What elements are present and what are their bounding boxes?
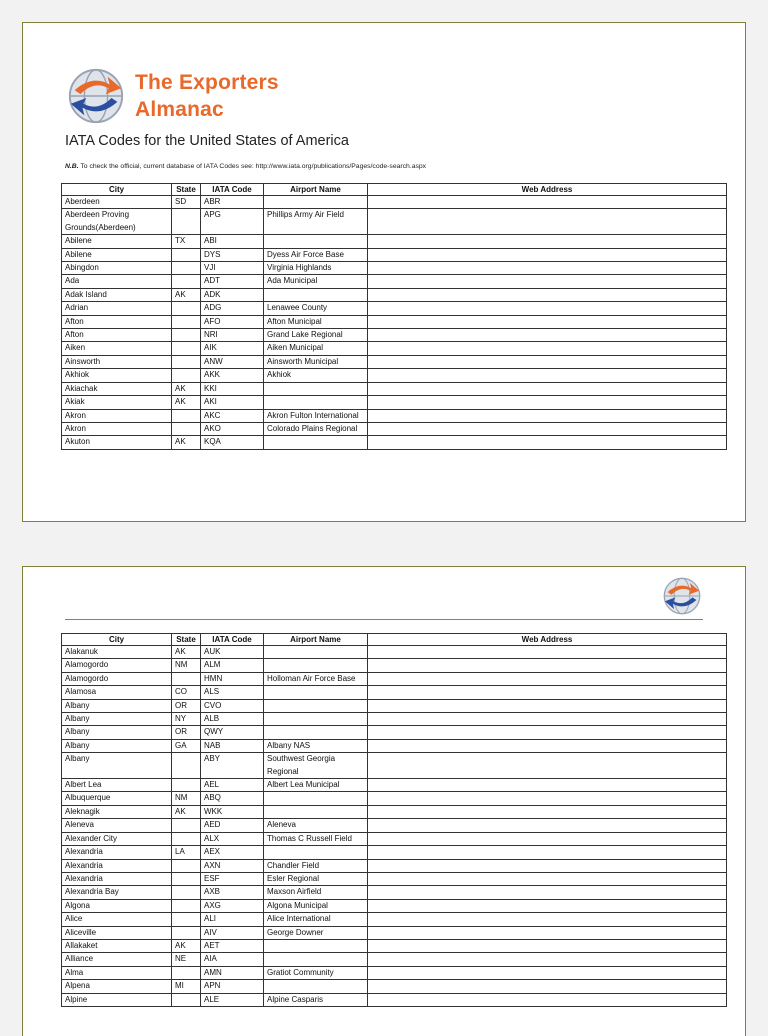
- state-cell: NM: [172, 659, 201, 672]
- state-cell: [172, 355, 201, 368]
- airport-name-cell: [264, 792, 368, 805]
- web-address-cell: [368, 275, 727, 288]
- airport-name-cell: [264, 659, 368, 672]
- city-cell: Alexander City: [62, 832, 172, 845]
- airport-name-cell: Albert Lea Municipal: [264, 779, 368, 792]
- airport-name-cell: [264, 196, 368, 209]
- web-address-cell: [368, 872, 727, 885]
- brand-line-2: Almanac: [135, 98, 224, 121]
- iata-code-cell: ABR: [201, 196, 264, 209]
- web-address-cell: [368, 646, 727, 659]
- city-cell: Albert Lea: [62, 779, 172, 792]
- web-address-cell: [368, 262, 727, 275]
- table-row: [62, 859, 727, 872]
- city-cell: Aleknagik: [62, 805, 172, 818]
- city-cell: Adrian: [62, 302, 172, 315]
- state-cell: MI: [172, 980, 201, 993]
- state-cell: [172, 859, 201, 872]
- web-address-cell: [368, 846, 727, 859]
- city-cell: Albany: [62, 753, 172, 779]
- iata-code-cell: AXB: [201, 886, 264, 899]
- city-cell: Albuquerque: [62, 792, 172, 805]
- iata-code-cell: ADG: [201, 302, 264, 315]
- airport-name-cell: Akhiok: [264, 369, 368, 382]
- state-cell: [172, 315, 201, 328]
- iata-code-cell: AKO: [201, 422, 264, 435]
- state-cell: [172, 819, 201, 832]
- column-header-city: City: [62, 634, 172, 646]
- table-row: [62, 792, 727, 805]
- iata-code-cell: AUK: [201, 646, 264, 659]
- column-header-airport-name: Airport Name: [264, 634, 368, 646]
- iata-code-cell: AXG: [201, 899, 264, 912]
- state-cell: [172, 993, 201, 1006]
- iata-table-page-2: [61, 633, 727, 1007]
- web-address-cell: [368, 436, 727, 449]
- city-cell: Alpena: [62, 980, 172, 993]
- airport-name-cell: Ada Municipal: [264, 275, 368, 288]
- web-address-cell: [368, 980, 727, 993]
- table-row: [62, 288, 727, 301]
- web-address-cell: [368, 993, 727, 1006]
- table-row: [62, 993, 727, 1006]
- airport-name-cell: Gratiot Community: [264, 966, 368, 979]
- web-address-cell: [368, 288, 727, 301]
- iata-code-cell: AKC: [201, 409, 264, 422]
- web-address-cell: [368, 699, 727, 712]
- city-cell: Aberdeen: [62, 196, 172, 209]
- web-address-cell: [368, 779, 727, 792]
- table-row: [62, 980, 727, 993]
- airport-name-cell: Dyess Air Force Base: [264, 248, 368, 261]
- web-address-cell: [368, 739, 727, 752]
- airport-name-cell: Aiken Municipal: [264, 342, 368, 355]
- city-cell: Alamogordo: [62, 672, 172, 685]
- iata-code-cell: ALS: [201, 686, 264, 699]
- airport-name-cell: Algona Municipal: [264, 899, 368, 912]
- brand-name: [135, 69, 279, 123]
- iata-code-cell: NAB: [201, 739, 264, 752]
- state-cell: AK: [172, 939, 201, 952]
- table-header: [62, 634, 727, 646]
- table-row: [62, 329, 727, 342]
- table-row: [62, 659, 727, 672]
- state-cell: [172, 913, 201, 926]
- iata-code-cell: AKK: [201, 369, 264, 382]
- iata-code-cell: WKK: [201, 805, 264, 818]
- web-address-cell: [368, 913, 727, 926]
- iata-code-cell: AEL: [201, 779, 264, 792]
- city-cell: Alice: [62, 913, 172, 926]
- city-cell: Aiken: [62, 342, 172, 355]
- web-address-cell: [368, 899, 727, 912]
- header-divider: [65, 619, 703, 620]
- column-header-city: City: [62, 184, 172, 196]
- city-cell: Abingdon: [62, 262, 172, 275]
- column-header-web-address: Web Address: [368, 634, 727, 646]
- iata-code-cell: ESF: [201, 872, 264, 885]
- web-address-cell: [368, 409, 727, 422]
- document-title: IATA Codes for the United States of America: [65, 133, 349, 149]
- airport-name-cell: [264, 980, 368, 993]
- web-address-cell: [368, 369, 727, 382]
- state-cell: NY: [172, 713, 201, 726]
- state-cell: SD: [172, 196, 201, 209]
- table-header: [62, 184, 727, 196]
- table-row: [62, 953, 727, 966]
- web-address-cell: [368, 422, 727, 435]
- web-address-cell: [368, 382, 727, 395]
- web-address-cell: [368, 805, 727, 818]
- table-row: [62, 315, 727, 328]
- iata-code-cell: AFO: [201, 315, 264, 328]
- iata-code-cell: ALM: [201, 659, 264, 672]
- airport-name-cell: Thomas C Russell Field: [264, 832, 368, 845]
- table-row: [62, 753, 727, 779]
- iata-code-cell: ABQ: [201, 792, 264, 805]
- table-row: [62, 342, 727, 355]
- table-row: [62, 713, 727, 726]
- table-row: [62, 819, 727, 832]
- airport-name-cell: [264, 686, 368, 699]
- airport-name-cell: Ainsworth Municipal: [264, 355, 368, 368]
- city-cell: Aliceville: [62, 926, 172, 939]
- city-cell: Albany: [62, 726, 172, 739]
- airport-name-cell: Esler Regional: [264, 872, 368, 885]
- table-row: [62, 396, 727, 409]
- iata-code-cell: DYS: [201, 248, 264, 261]
- table-row: [62, 422, 727, 435]
- iata-code-cell: ALI: [201, 913, 264, 926]
- web-address-cell: [368, 659, 727, 672]
- state-cell: [172, 275, 201, 288]
- iata-code-cell: ALE: [201, 993, 264, 1006]
- airport-name-cell: [264, 805, 368, 818]
- document-page-1: [22, 22, 746, 522]
- airport-name-cell: Afton Municipal: [264, 315, 368, 328]
- iata-code-cell: ANW: [201, 355, 264, 368]
- state-cell: AK: [172, 436, 201, 449]
- iata-code-cell: APG: [201, 209, 264, 235]
- state-cell: OR: [172, 699, 201, 712]
- state-cell: [172, 926, 201, 939]
- city-cell: Alexandria: [62, 872, 172, 885]
- airport-name-cell: Colorado Plains Regional: [264, 422, 368, 435]
- airport-name-cell: Chandler Field: [264, 859, 368, 872]
- state-cell: [172, 753, 201, 779]
- table-row: [62, 939, 727, 952]
- airport-name-cell: [264, 846, 368, 859]
- web-address-cell: [368, 859, 727, 872]
- state-cell: AK: [172, 805, 201, 818]
- city-cell: Abilene: [62, 248, 172, 261]
- state-cell: [172, 832, 201, 845]
- iata-code-cell: ABY: [201, 753, 264, 779]
- globe-arrows-icon: [661, 575, 703, 617]
- web-address-cell: [368, 209, 727, 235]
- state-cell: [172, 872, 201, 885]
- state-cell: NM: [172, 792, 201, 805]
- airport-name-cell: [264, 436, 368, 449]
- iata-code-cell: AIV: [201, 926, 264, 939]
- state-cell: [172, 329, 201, 342]
- iata-code-cell: AIA: [201, 953, 264, 966]
- iata-code-cell: NRI: [201, 329, 264, 342]
- state-cell: [172, 899, 201, 912]
- airport-name-cell: Akron Fulton International: [264, 409, 368, 422]
- city-cell: Allakaket: [62, 939, 172, 952]
- table-row: [62, 369, 727, 382]
- iata-code-cell: AXN: [201, 859, 264, 872]
- table-row: [62, 409, 727, 422]
- city-cell: Aleneva: [62, 819, 172, 832]
- column-header-state: State: [172, 634, 201, 646]
- table-row: [62, 913, 727, 926]
- table-body: [62, 196, 727, 450]
- city-cell: Ainsworth: [62, 355, 172, 368]
- airport-name-cell: [264, 382, 368, 395]
- iata-code-cell: AEX: [201, 846, 264, 859]
- web-address-cell: [368, 926, 727, 939]
- table-row: [62, 846, 727, 859]
- table-row: [62, 646, 727, 659]
- airport-name-cell: Lenawee County: [264, 302, 368, 315]
- state-cell: [172, 248, 201, 261]
- table-row: [62, 686, 727, 699]
- brand-line-1: The Exporters: [135, 71, 279, 94]
- column-header-airport-name: Airport Name: [264, 184, 368, 196]
- iata-code-cell: VJI: [201, 262, 264, 275]
- web-address-cell: [368, 886, 727, 899]
- city-cell: Akuton: [62, 436, 172, 449]
- brand-logo: [65, 65, 279, 127]
- table-row: [62, 262, 727, 275]
- web-address-cell: [368, 819, 727, 832]
- state-cell: AK: [172, 396, 201, 409]
- table-row: [62, 886, 727, 899]
- note: [65, 163, 426, 170]
- city-cell: Albany: [62, 699, 172, 712]
- table-row: [62, 355, 727, 368]
- table-row: [62, 899, 727, 912]
- city-cell: Alliance: [62, 953, 172, 966]
- airport-name-cell: [264, 646, 368, 659]
- table-row: [62, 779, 727, 792]
- airport-name-cell: Alice International: [264, 913, 368, 926]
- web-address-cell: [368, 753, 727, 779]
- iata-code-cell: AIK: [201, 342, 264, 355]
- table-row: [62, 832, 727, 845]
- state-cell: [172, 342, 201, 355]
- city-cell: Ada: [62, 275, 172, 288]
- web-address-cell: [368, 315, 727, 328]
- table-row: [62, 275, 727, 288]
- state-cell: AK: [172, 288, 201, 301]
- iata-code-cell: KQA: [201, 436, 264, 449]
- city-cell: Abilene: [62, 235, 172, 248]
- column-header-iata-code: IATA Code: [201, 184, 264, 196]
- airport-name-cell: [264, 235, 368, 248]
- city-cell: Alamosa: [62, 686, 172, 699]
- city-cell: Albany: [62, 739, 172, 752]
- web-address-cell: [368, 248, 727, 261]
- note-text: To check the official, current database of IATA Codes see: http://www.iata.org/publications/Pages/code-search.aspx: [78, 163, 427, 170]
- city-cell: Alexandria: [62, 859, 172, 872]
- web-address-cell: [368, 953, 727, 966]
- table-row: [62, 805, 727, 818]
- table-row: [62, 196, 727, 209]
- state-cell: [172, 302, 201, 315]
- state-cell: CO: [172, 686, 201, 699]
- table-row: [62, 926, 727, 939]
- iata-table-page-1: [61, 183, 727, 450]
- column-header-web-address: Web Address: [368, 184, 727, 196]
- city-cell: Akiachak: [62, 382, 172, 395]
- iata-code-cell: ALB: [201, 713, 264, 726]
- city-cell: Akron: [62, 422, 172, 435]
- web-address-cell: [368, 342, 727, 355]
- state-cell: [172, 409, 201, 422]
- document-page-2: [22, 566, 746, 1036]
- web-address-cell: [368, 196, 727, 209]
- city-cell: Alpine: [62, 993, 172, 1006]
- table-body: [62, 646, 727, 1007]
- airport-name-cell: Southwest Georgia Regional: [264, 753, 368, 779]
- airport-name-cell: Grand Lake Regional: [264, 329, 368, 342]
- city-cell: Akiak: [62, 396, 172, 409]
- state-cell: [172, 672, 201, 685]
- city-cell: Albany: [62, 713, 172, 726]
- airport-name-cell: Albany NAS: [264, 739, 368, 752]
- airport-name-cell: [264, 939, 368, 952]
- web-address-cell: [368, 726, 727, 739]
- state-cell: [172, 209, 201, 235]
- airport-name-cell: [264, 953, 368, 966]
- column-header-state: State: [172, 184, 201, 196]
- table-row: [62, 302, 727, 315]
- iata-code-cell: AMN: [201, 966, 264, 979]
- web-address-cell: [368, 686, 727, 699]
- iata-code-cell: AKI: [201, 396, 264, 409]
- airport-name-cell: Alpine Casparis: [264, 993, 368, 1006]
- state-cell: AK: [172, 382, 201, 395]
- city-cell: Aberdeen Proving Grounds(Aberdeen): [62, 209, 172, 235]
- column-header-iata-code: IATA Code: [201, 634, 264, 646]
- airport-name-cell: [264, 726, 368, 739]
- city-cell: Alma: [62, 966, 172, 979]
- iata-code-cell: HMN: [201, 672, 264, 685]
- web-address-cell: [368, 713, 727, 726]
- state-cell: [172, 779, 201, 792]
- state-cell: GA: [172, 739, 201, 752]
- city-cell: Afton: [62, 329, 172, 342]
- airport-name-cell: [264, 288, 368, 301]
- web-address-cell: [368, 329, 727, 342]
- iata-code-cell: ADK: [201, 288, 264, 301]
- state-cell: TX: [172, 235, 201, 248]
- web-address-cell: [368, 302, 727, 315]
- city-cell: Adak Island: [62, 288, 172, 301]
- state-cell: NE: [172, 953, 201, 966]
- airport-name-cell: Virginia Highlands: [264, 262, 368, 275]
- city-cell: Akhiok: [62, 369, 172, 382]
- web-address-cell: [368, 939, 727, 952]
- iata-code-cell: ABI: [201, 235, 264, 248]
- table-row: [62, 235, 727, 248]
- web-address-cell: [368, 235, 727, 248]
- airport-name-cell: Maxson Airfield: [264, 886, 368, 899]
- iata-code-cell: APN: [201, 980, 264, 993]
- web-address-cell: [368, 832, 727, 845]
- web-address-cell: [368, 672, 727, 685]
- city-cell: Alakanuk: [62, 646, 172, 659]
- city-cell: Akron: [62, 409, 172, 422]
- airport-name-cell: Phillips Army Air Field: [264, 209, 368, 235]
- table-row: [62, 726, 727, 739]
- airport-name-cell: George Downer: [264, 926, 368, 939]
- airport-name-cell: [264, 713, 368, 726]
- state-cell: LA: [172, 846, 201, 859]
- table-row: [62, 966, 727, 979]
- airport-name-cell: [264, 699, 368, 712]
- state-cell: [172, 369, 201, 382]
- iata-code-cell: ADT: [201, 275, 264, 288]
- table-row: [62, 672, 727, 685]
- table-row: [62, 248, 727, 261]
- web-address-cell: [368, 396, 727, 409]
- state-cell: AK: [172, 646, 201, 659]
- table-row: [62, 209, 727, 235]
- table-row: [62, 699, 727, 712]
- iata-code-cell: KKI: [201, 382, 264, 395]
- airport-name-cell: Holloman Air Force Base: [264, 672, 368, 685]
- iata-code-cell: CVO: [201, 699, 264, 712]
- table-row: [62, 872, 727, 885]
- web-address-cell: [368, 792, 727, 805]
- iata-code-cell: AED: [201, 819, 264, 832]
- web-address-cell: [368, 966, 727, 979]
- web-address-cell: [368, 355, 727, 368]
- globe-arrows-icon: [65, 65, 127, 127]
- iata-code-cell: ALX: [201, 832, 264, 845]
- city-cell: Alexandria: [62, 846, 172, 859]
- note-prefix: N.B.: [65, 163, 79, 170]
- table-row: [62, 739, 727, 752]
- city-cell: Alamogordo: [62, 659, 172, 672]
- city-cell: Algona: [62, 899, 172, 912]
- table-row: [62, 382, 727, 395]
- state-cell: [172, 422, 201, 435]
- iata-code-cell: AET: [201, 939, 264, 952]
- airport-name-cell: Aleneva: [264, 819, 368, 832]
- city-cell: Alexandria Bay: [62, 886, 172, 899]
- airport-name-cell: [264, 396, 368, 409]
- state-cell: [172, 966, 201, 979]
- table-row: [62, 436, 727, 449]
- city-cell: Afton: [62, 315, 172, 328]
- iata-code-cell: QWY: [201, 726, 264, 739]
- state-cell: OR: [172, 726, 201, 739]
- state-cell: [172, 262, 201, 275]
- state-cell: [172, 886, 201, 899]
